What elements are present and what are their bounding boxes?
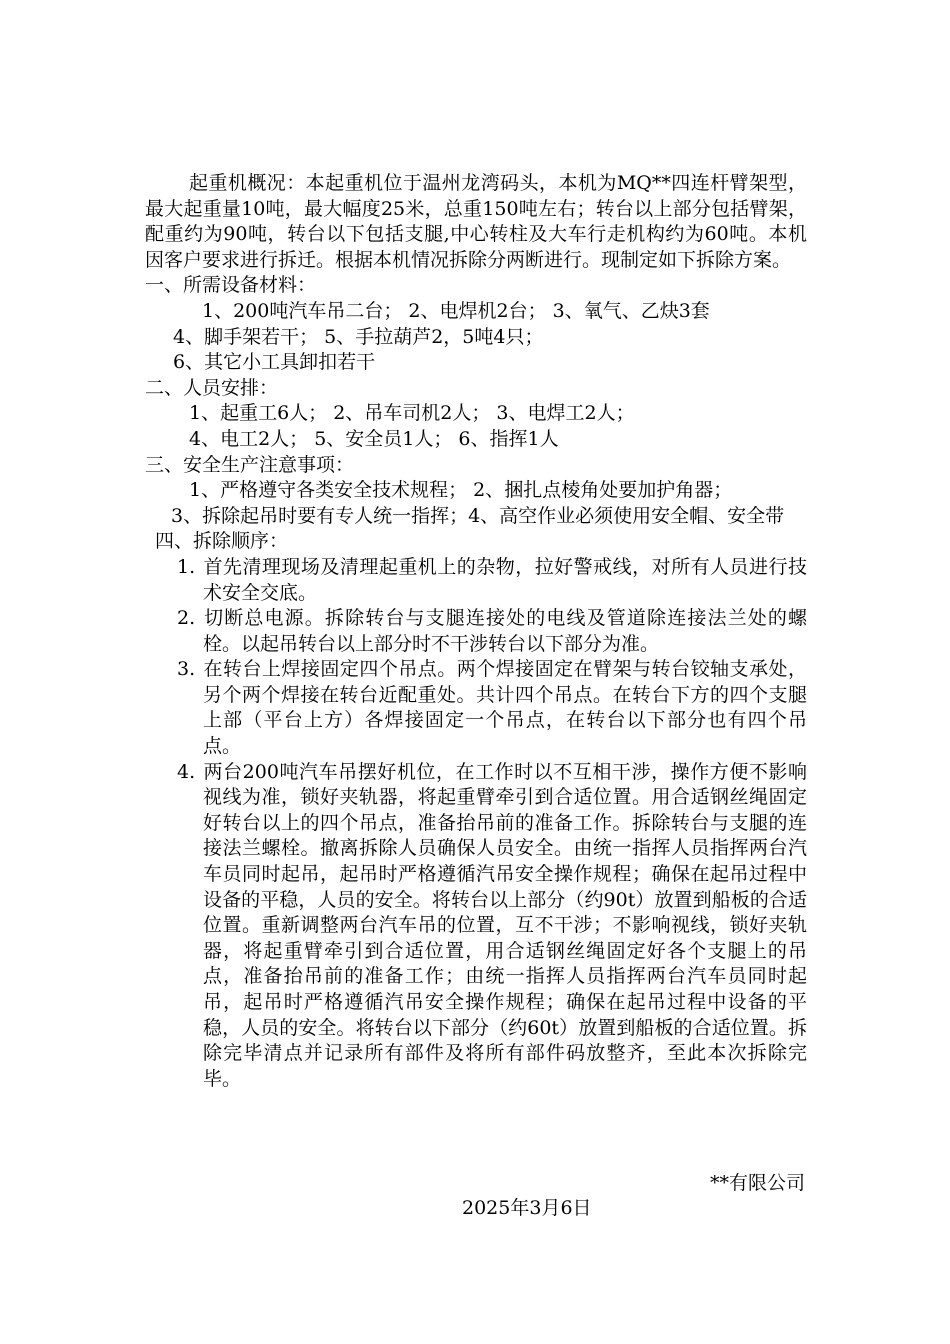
- materials-line-1: 1、200吨汽车吊二台； 2、电焊机2台； 3、氧气、乙炔3套: [202, 299, 710, 322]
- step-text: 切断总电源。拆除转台与支腿连接处的电线及管道除连接法兰处的螺栓。以起吊转台以上部分时不干涉转台以下部分为准。: [203, 607, 807, 655]
- materials-line-2: 4、脚手架若干； 5、手拉葫芦2，5吨4只；: [173, 325, 544, 348]
- section-heading-materials: 一、所需设备材料：: [145, 274, 317, 297]
- materials-line-3: 6、其它小工具卸扣若干: [173, 351, 376, 374]
- step-number: 4.: [177, 760, 196, 783]
- company-signature: **有限公司: [709, 1172, 805, 1194]
- step-text: 在转台上焊接固定四个吊点。两个焊接固定在臂架与转台铰轴支承处，另个两个焊接在转台近配重处。共计四个吊点。在转台下方的四个支腿上部（平台上方）各焊接固定一个吊点，在转台以下部分也有四个吊点。: [203, 658, 807, 758]
- document-date: 2025年3月6日: [462, 1197, 592, 1219]
- safety-line-2: 3、拆除起吊时要有专人统一指挥；4、高空作业必须使用安全帽、安全带: [171, 504, 785, 527]
- document-body: [145, 171, 807, 1092]
- sequence-step-4: [145, 760, 807, 1093]
- intro-paragraph: 起重机概况：本起重机位于温州龙湾码头，本机为MQ**四连杆臂架型，最大起重量10吨，最大幅度25米，总重150吨左右；转台以上部分包括臂架，配重约为90吨，转台以下包括支腿,中心转柱及大车行走机构约为60吨。本机因客户要求进行拆迁。根据本机情况拆除分两断进行。现制定如下拆除方案。: [145, 172, 807, 271]
- sequence-step-1: [145, 555, 807, 606]
- step-text: 两台200吨汽车吊摆好机位，在工作时以不互相干涉，操作方便不影响视线为准，锁好夹轨器，将起重臂牵引到合适位置。用合适钢丝绳固定好转台以上的四个吊点，准备抬吊前的准备工作。拆除转台与支腿的连接法兰螺栓。撤离拆除人员确保人员安全。由统一指挥人员指挥两台汽车员同时起吊，起吊时严格遵循汽吊安全操作规程；确保在起吊过程中设备的平稳，人员的安全。将转台以上部分（约90t）放置到船板的合适位置。重新调整两台汽车吊的位置，互不干涉；不影响视线，锁好夹轨器，将起重臂牵引到合适位置，用合适钢丝绳固定好各个支腿上的吊点，准备抬吊前的准备工作；由统一指挥人员指挥两台汽车员同时起吊，起吊时严格遵循汽吊安全操作规程；确保在起吊过程中设备的平稳，人员的安全。将转台以下部分（约60t）放置到船板的合适位置。拆除完毕清点并记录所有部件及将所有部件码放整齐，至此本次拆除完毕。: [203, 760, 807, 1090]
- sequence-step-2: [145, 606, 807, 657]
- personnel-line-1: 1、起重工6人； 2、吊车司机2人； 3、电焊工2人；: [189, 402, 635, 425]
- personnel-line-2: 4、电工2人； 5、安全员1人； 6、指挥1人: [189, 427, 559, 450]
- safety-line-1: 1、严格遵守各类安全技术规程； 2、捆扎点棱角处要加护角器；: [189, 479, 733, 502]
- step-number: 2.: [177, 607, 196, 630]
- step-text: 首先清理现场及清理起重机上的杂物，拉好警戒线，对所有人员进行技术安全交底。: [203, 555, 807, 604]
- step-number: 1.: [177, 555, 196, 578]
- section-heading-safety: 三、安全生产注意事项：: [145, 453, 355, 476]
- sequence-step-3: [145, 657, 807, 759]
- section-heading-personnel: 二、人员安排：: [145, 376, 279, 399]
- step-number: 3.: [177, 658, 196, 681]
- section-heading-sequence: 四、拆除顺序：: [155, 530, 289, 553]
